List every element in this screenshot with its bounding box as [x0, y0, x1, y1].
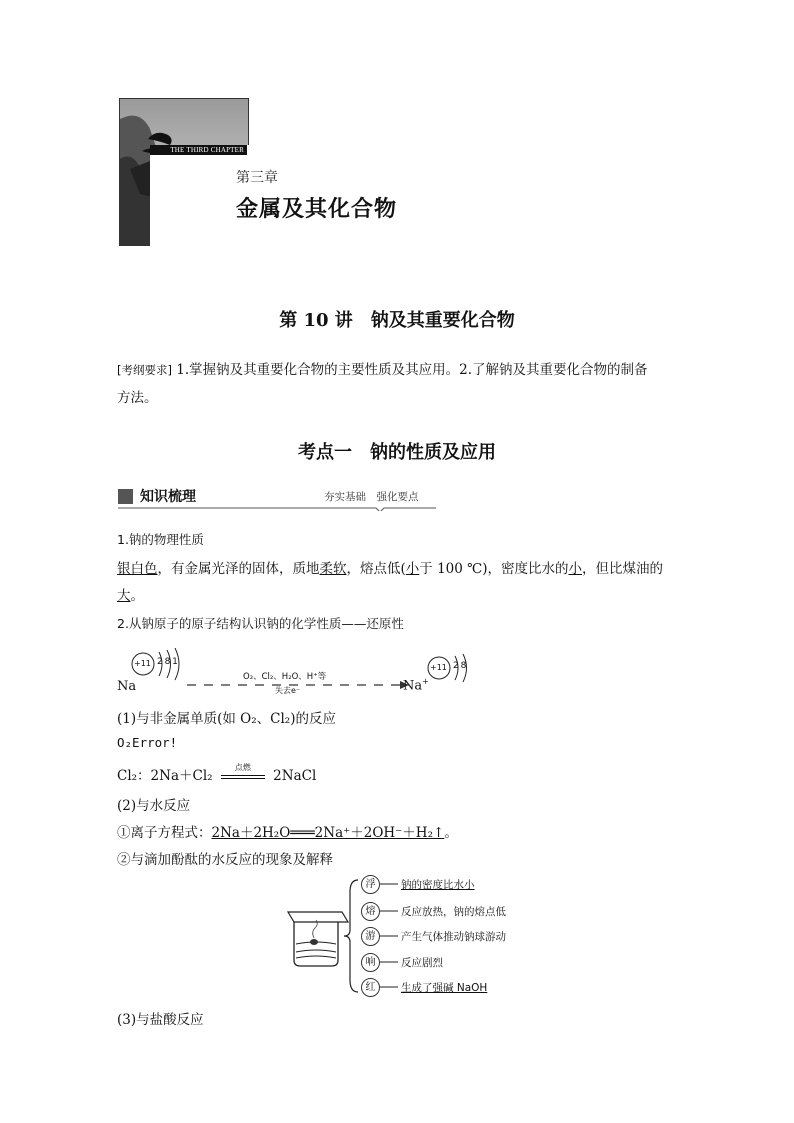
observation-swim-icon: 游: [361, 927, 380, 946]
reaction-arrow: [221, 762, 265, 784]
phenomenon-heading: ②与滴加酚酞的水反应的现象及解释: [117, 852, 333, 868]
cl2-product: 2NaCl: [273, 768, 317, 784]
section-title: 知识梳理: [140, 489, 196, 505]
na-ion-label: [403, 677, 429, 693]
cl2-reaction: [117, 764, 316, 784]
chapter-band: THE THIRD CHAPTER: [150, 145, 247, 155]
answer-soft: 柔软: [319, 561, 347, 577]
section-underline: [118, 485, 436, 511]
requirements-text-cont: 方法。: [117, 390, 158, 406]
cl2-condition: 点燃: [234, 762, 251, 772]
observation-sound-icon: 响: [361, 953, 380, 972]
ionic-equation-line: [117, 821, 458, 841]
arrow-reagents: O₂、Cl₂、H₂O、H⁺等: [243, 672, 327, 682]
na-ion-charge: +: [422, 677, 429, 686]
water-heading: (2)与水反应: [117, 798, 191, 814]
cl2-reactants: Cl₂：2Na＋Cl₂: [117, 768, 213, 784]
ion-shells: 2 8: [453, 661, 466, 671]
answer-smaller: 小: [568, 561, 582, 577]
physical-heading: 1.钠的物理性质: [117, 532, 204, 547]
ionic-end: 。: [444, 825, 458, 841]
experiment-diagram: [284, 872, 544, 1000]
equal-line-bottom: [221, 778, 265, 779]
atom-nucleus: +11: [134, 659, 151, 668]
lecture-title: 第 10 讲 钠及其重要化合物: [279, 310, 515, 331]
answer-lower: 小: [405, 561, 420, 577]
text-span: ，熔点低(: [346, 561, 406, 577]
chapter-title: 金属及其化合物: [236, 197, 398, 222]
requirements-text: 1.掌握钠及其重要化合物的主要性质及其应用。2.了解钠及其重要化合物的制备: [176, 362, 648, 378]
keypoint-title: 考点一 钠的性质及应用: [298, 442, 496, 463]
observation-float-text: 钠的密度比水小: [401, 879, 475, 891]
text-span: 于 100 ℃)，密度比水的: [419, 561, 569, 577]
atom-structure-diagram: [117, 648, 477, 698]
observation-swim-text: 产生气体推动钠球游动: [401, 931, 506, 943]
exam-requirements: [117, 356, 679, 412]
observation-melt-icon: 熔: [361, 902, 380, 921]
equal-line-top: [221, 775, 265, 776]
observation-red-icon: 红: [361, 978, 380, 997]
ionic-equation: 2Na＋2H₂O═══2Na⁺＋2OH⁻＋H₂↑: [211, 825, 445, 841]
text-span: 。: [130, 588, 144, 604]
na-label: Na: [117, 679, 137, 694]
ion-nucleus: +11: [430, 663, 447, 672]
acid-heading: (3)与盐酸反应: [117, 1012, 204, 1028]
nonmetal-heading: (1)与非金属单质(如 O₂、Cl₂)的反应: [117, 711, 336, 727]
ionic-label: ①离子方程式：: [117, 825, 212, 841]
observation-melt-text: 反应放热，钠的熔点低: [401, 906, 506, 918]
atom-shells: 2 8 1: [157, 657, 178, 667]
observation-float-icon: 浮: [361, 875, 380, 894]
chemical-heading: 2.从钠原子的原子结构认识钠的化学性质——还原性: [117, 616, 404, 631]
arrow-lose-electron: 失去e⁻: [275, 686, 301, 695]
text-span: ，有金属光泽的固体，质地: [157, 561, 320, 577]
requirements-tag: [考纲要求]: [117, 363, 172, 377]
observation-sound-text: 反应剧烈: [401, 957, 443, 969]
answer-larger: 大: [117, 588, 131, 604]
physical-line-2: [117, 584, 144, 604]
text-span: ，但比煤油的: [582, 561, 663, 577]
physical-line-1: [117, 557, 663, 577]
section-header: [118, 485, 436, 511]
answer-silver-white: 银白色: [117, 561, 158, 577]
na-ion-symbol: Na: [403, 678, 423, 694]
observation-red-text: 生成了强碱 NaOH: [401, 982, 488, 994]
section-subtitle: 夯实基础 强化要点: [324, 491, 419, 503]
chapter-number: 第三章: [236, 170, 278, 186]
o2-line: O₂Error!: [117, 735, 178, 750]
